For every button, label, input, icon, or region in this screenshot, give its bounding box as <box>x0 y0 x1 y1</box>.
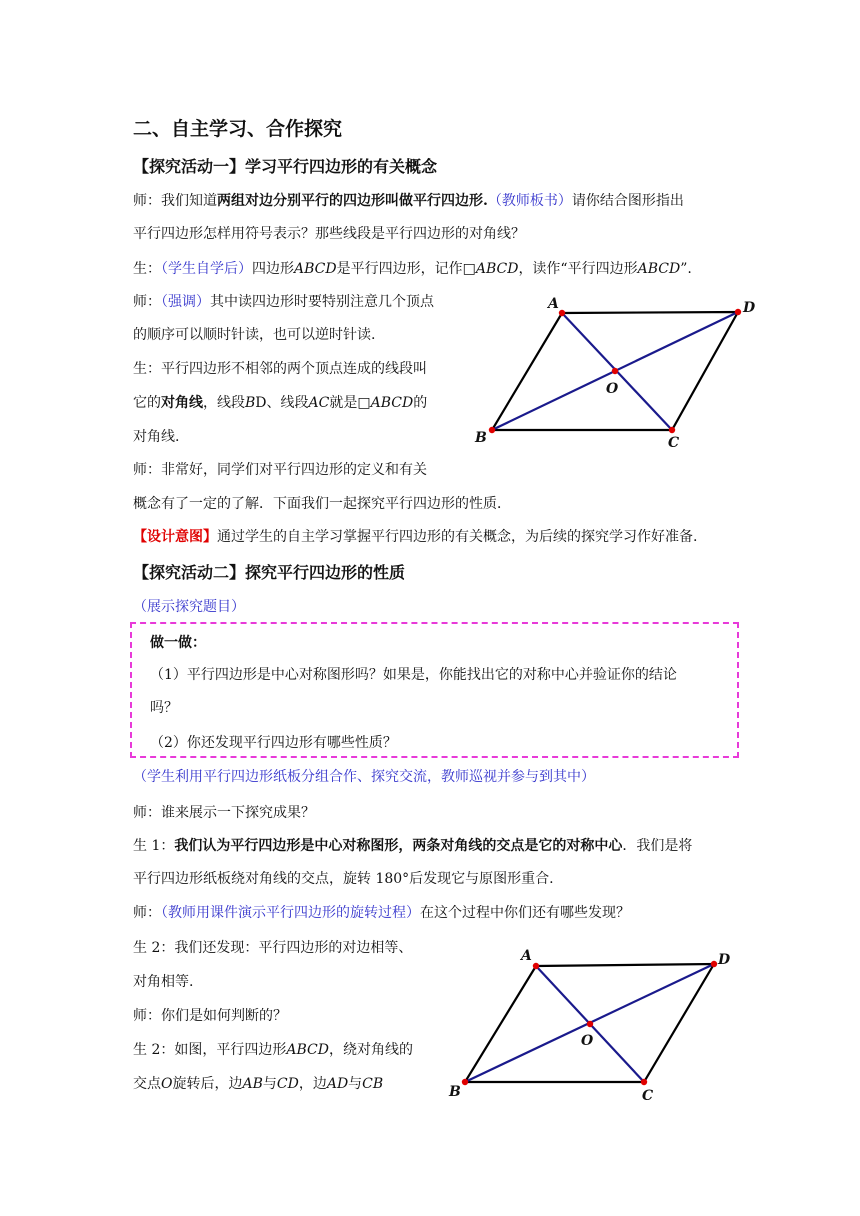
math-text: CB <box>362 1076 384 1092</box>
text: 就是 <box>329 395 358 411</box>
vertex-b-point <box>462 1079 468 1085</box>
term-text: 对角线 <box>161 395 203 411</box>
text: 师： <box>133 294 161 310</box>
text: 旋转后，边 <box>172 1076 243 1092</box>
math-text: O <box>161 1076 173 1092</box>
exercise-title: 做一做： <box>150 635 206 651</box>
center-o-point <box>612 368 618 374</box>
vertex-c-point <box>669 427 675 433</box>
question-2: （2）你还发现平行四边形有哪些性质？ <box>150 735 397 751</box>
para-line: 师：你们是如何判断的？ <box>133 1008 287 1024</box>
para-line <box>133 1074 383 1094</box>
math-text: AC <box>308 395 330 411</box>
center-o-point <box>587 1021 593 1027</box>
math-text: ABCD <box>637 261 681 277</box>
text: 生 1： <box>133 838 175 854</box>
vertex-a-point <box>559 310 565 316</box>
text: 师：我们知道 <box>133 193 217 209</box>
math-text: AD <box>326 1076 349 1092</box>
design-text: 通过学生的自主学习掌握平行四边形的有关概念，为后续的探究学习作好准备. <box>217 529 698 545</box>
para-line: 师：非常好，同学们对平行四边形的定义和有关 <box>133 462 427 478</box>
para-line: 的顺序可以顺时针读，也可以逆时针读. <box>133 327 376 343</box>
label-d: D <box>743 300 756 316</box>
para-line <box>133 259 692 279</box>
para-line: 平行四边形纸板绕对角线的交点，旋转 180°后发现它与原图形重合. <box>133 871 554 887</box>
para-line: 对角线. <box>133 429 180 445</box>
vertex-b-point <box>489 427 495 433</box>
math-text: □ABCD <box>357 395 414 411</box>
para-line <box>133 191 684 211</box>
label-b: B <box>449 1084 461 1100</box>
text: ，绕对角线的 <box>328 1042 413 1058</box>
activity2-title: 【探究活动二】探究平行四边形的性质 <box>133 563 406 582</box>
vertex-c-point <box>641 1079 647 1085</box>
text: 它的 <box>133 395 161 411</box>
text: 在这个过程中你们还有哪些发现？ <box>420 905 630 921</box>
text: ”. <box>680 261 692 277</box>
design-tag: 【设计意图】 <box>133 529 217 545</box>
text: 生 2：如图，平行四边形 <box>133 1042 287 1058</box>
text: ，线段 <box>203 395 245 411</box>
student-note: （学生自学后） <box>161 261 252 277</box>
math-text: □ABCD <box>462 261 519 277</box>
para-line <box>133 1040 413 1060</box>
parallelogram-figure-2 <box>445 945 745 1110</box>
text: 与 <box>348 1076 363 1092</box>
conclusion-text: 我们认为平行四边形是中心对称图形，两条对角线的交点是它的对称中心 <box>174 838 623 854</box>
math-text: B <box>245 395 256 411</box>
activity-note: （学生利用平行四边形纸板分组合作、探究交流，教师巡视并参与到其中） <box>133 769 595 785</box>
text: ．我们是将 <box>622 838 693 854</box>
parallelogram-figure-1 <box>470 290 760 455</box>
math-text: ABCD <box>294 261 337 277</box>
text: 生： <box>133 261 161 277</box>
design-intent <box>133 527 697 547</box>
label-b: B <box>475 430 487 446</box>
text: 师： <box>133 905 161 921</box>
para-line: 师：谁来展示一下探究成果？ <box>133 805 315 821</box>
text: 四边形 <box>252 261 294 277</box>
vertex-d-point <box>711 961 717 967</box>
text: ，边 <box>298 1076 327 1092</box>
para-line: 生：平行四边形不相邻的两个顶点连成的线段叫 <box>133 361 427 377</box>
definition-text: 两组对边分别平行的四边形叫做平行四边形. <box>217 193 488 209</box>
math-text: CD <box>276 1076 299 1092</box>
para-line <box>133 292 434 312</box>
text: 的 <box>413 395 428 411</box>
para-line <box>133 393 427 413</box>
label-o: O <box>581 1033 594 1049</box>
text: D、线段 <box>255 395 309 411</box>
text: 交点 <box>133 1076 161 1092</box>
text: 请你结合图形指出 <box>571 193 684 209</box>
para-line: 概念有了一定的了解．下面我们一起探究平行四边形的性质． <box>133 496 511 512</box>
vertex-d-point <box>735 309 741 315</box>
para-line <box>133 903 630 923</box>
activity1-title: 【探究活动一】学习平行四边形的有关概念 <box>133 157 438 176</box>
label-c: C <box>668 435 680 451</box>
label-c: C <box>642 1088 654 1104</box>
para-line: 平行四边形怎样用符号表示？那些线段是平行四边形的对角线？ <box>133 226 525 242</box>
question-1: （1）平行四边形是中心对称图形吗？如果是，你能找出它的对称中心并验证你的结论 <box>150 667 677 683</box>
para-line <box>133 836 692 856</box>
math-text: AB <box>242 1076 263 1092</box>
math-text: ABCD <box>286 1042 329 1058</box>
label-a: A <box>548 296 559 312</box>
teacher-note: （教师用课件演示平行四边形的旋转过程） <box>161 905 420 921</box>
text: ，读作“平行四边形 <box>518 261 638 277</box>
label-a: A <box>521 948 532 964</box>
emphasis-note: （强调） <box>161 294 210 310</box>
label-o: O <box>606 381 619 397</box>
text: 是平行四边形，记作 <box>336 261 463 277</box>
label-d: D <box>718 952 731 968</box>
text: 其中读四边形时要特别注意几个顶点 <box>210 294 434 310</box>
para-line: 对角相等. <box>133 974 194 990</box>
section-title: 二、自主学习、合作探究 <box>133 118 343 140</box>
show-question-note: （展示探究题目） <box>133 599 245 615</box>
para-line: 生 2：我们还发现：平行四边形的对边相等、 <box>133 940 413 956</box>
vertex-a-point <box>533 963 539 969</box>
text: 与 <box>262 1076 277 1092</box>
question-1-cont: 吗？ <box>150 700 178 716</box>
teacher-note: （教师板书） <box>487 193 572 209</box>
